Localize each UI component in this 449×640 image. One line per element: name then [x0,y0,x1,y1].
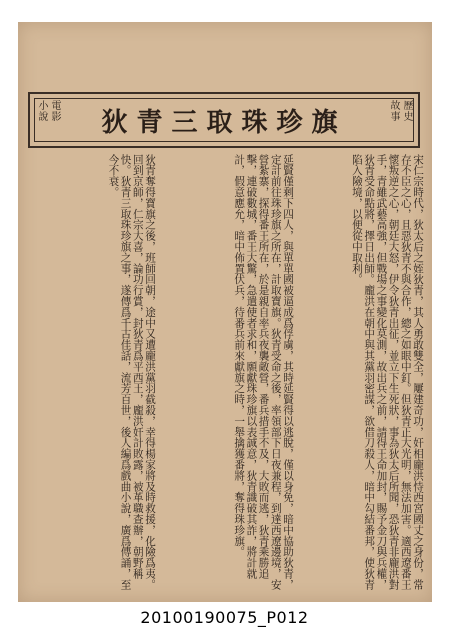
synopsis-body [26,154,424,594]
genre-label-right [388,100,412,122]
genre-label-left-col-1: 電影 [49,100,60,122]
synopsis-paragraph-right: 宋仁宗時代，狄太后之姪狄青，其人勇敢雙全，屢建奇功，奸相龐洪恃西宮國丈之身份，常存不臣之心，且惡狄青不與合作，總之如眼中釘。但狄青正大光明，無法加害。適西遼番王懷叛逆之心，朝廷大怒，伊令狄青出征，並立下生死狀，事為狄太后所聞，恐狄青非龐洪對手，青雖武藝高強，但戰場之事變化莫測，故出兵之前，請得王命加封，賜予金刀與兵權，狄青受命點將，擇日出師。龐洪在朝中與其黨羽密謀，欲借刀殺人，暗中勾結番邦，使狄青陷入險境，以便從中取利。 [350,154,424,590]
genre-label-right-col-1: 歷史 [401,100,412,122]
leaflet-page [18,22,432,602]
synopsis-paragraph-left: 狄青奪得寶旗之後，班師回朝，途中又遭龐洪黨羽截殺，幸得楊家將及時救援，化險爲夷。回到京師，仁宗大喜，論功行賞，封狄青爲平西王，龐洪奸計敗露，被革職查辦，朝野稱快。狄青三取珠珍旗之事，遂傳爲千古佳話，流芳百世，後人編爲戲曲小說，廣爲傳誦，至今不衰。 [107,154,156,590]
synopsis-paragraph-middle: 延賢僅剩下四人，與單單國被逼成爲俘虜，其時延賢得以逃脫，僅以身免，暗中協助狄青，定計前往珠珍旗之所在，計取寶旗。狄青受命之後，率領部下日夜兼程，到達西遼邊境，安營紮寨，探得番王所在，於是親自率兵夜襲敵營，番兵措手不及，大敗而逃，狄青乘勝追擊，連破數城，番王大驚，急遣使者求和，願獻珠珍旗以表誠意，狄青識破其詐，將計就計，假意應允，暗中佈置伏兵，待番兵前來獻旗之時，一舉擒獲番將，奪得珠珍旗。 [233,154,294,590]
genre-label-left [36,100,60,122]
film-title: 狄青三取珠珍旗 [101,107,347,138]
genre-label-left-col-2: 小說 [36,100,47,122]
archive-id-caption: 20100190075_P012 [140,608,309,627]
title-banner [28,92,420,148]
genre-label-right-col-2: 故事 [388,100,399,122]
